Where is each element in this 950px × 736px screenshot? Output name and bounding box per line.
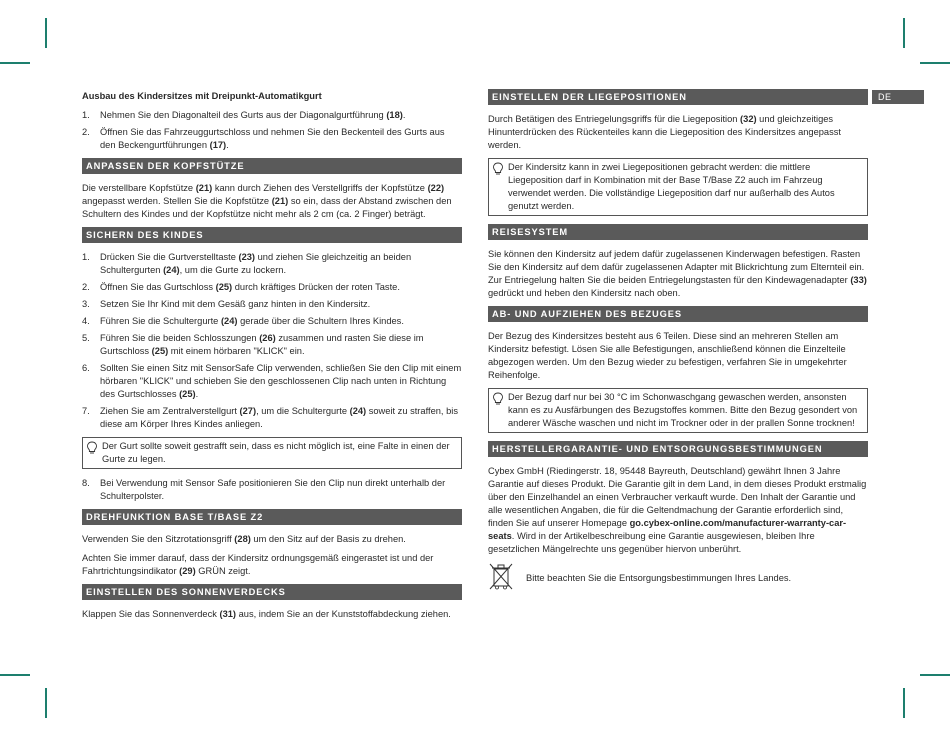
ausbau-title: Ausbau des Kindersitzes mit Dreipunkt-Automatikgurt [82, 91, 322, 101]
sichern-step-8 [82, 477, 462, 503]
lightbulb-icon [492, 392, 504, 406]
crop-mark [903, 18, 905, 48]
crop-mark [920, 62, 950, 64]
bezug-heading: AB- UND AUFZIEHEN DES BEZUGES [488, 306, 868, 322]
crop-mark [920, 674, 950, 676]
crop-mark [903, 688, 905, 718]
reisesystem-text: Sie können den Kindersitz auf jedem dafür zugelassenen Kinderwagen befestigen. Rasten Sie den Kindersitz auf dem dafür zugelassenen Adapter mit Blickrichtung zum Elternteil ein. Zur Entriegelung halten Sie die beiden Entriegelungstasten für den Kindewagenadapter (33) gedrückt und heben den Kindersitz nach oben. [488, 249, 867, 298]
liegepositionen-text: Durch Betätigen des Entriegelungsgriffs für die Liegeposition (32) und gleichzeitiges Hinunterdrücken des Rückenteiles kann die Liegeposition des Kindersitzes angepasst werden. [488, 114, 841, 150]
crossed-bin-icon [488, 562, 514, 592]
crop-mark [0, 62, 30, 64]
drehfunktion-text-2: Achten Sie immer darauf, dass der Kindersitz ordnungsgemäß eingerastet ist und der Fahrtrichtungsindikator (29) GRÜN zeigt. [82, 553, 434, 576]
liegepositionen-heading: EINSTELLEN DER LIEGEPOSITIONEN [488, 89, 868, 105]
list-item: 5. Führen Sie die beiden Schlosszungen (26) zusammen und rasten Sie diese im Gurtschloss (25) mit einem hörbaren "KLICK" ein. [82, 333, 424, 356]
list-item: 3. Setzen Sie Ihr Kind mit dem Gesäß ganz hinten in den Kindersitz. [82, 299, 371, 309]
left-column [82, 90, 462, 627]
lightbulb-icon [492, 162, 504, 176]
sichern-note-text: Der Gurt sollte soweit gestrafft sein, dass es nicht möglich ist, eine Falte in einen der Gurte zu legen. [102, 441, 450, 464]
list-item: 1. Nehmen Sie den Diagonalteil des Gurts aus der Diagonalgurtführung (18). [82, 110, 406, 120]
ausbau-steps [82, 109, 462, 152]
garantie-text: Cybex GmbH (Riedingerstr. 18, 95448 Bayreuth, Deutschland) gewährt Ihnen 3 Jahre Garantie auf dieses Produkt. Die Garantie gilt in dem Land, in dem dieses Produkt erstmalig über den Einzelhandel an einen Verbraucher verkauft wurde. Den Inhalt der Garantie und alle wesentlichen Angaben, die für die Geltendmachung der Garantie erforderlich sind, finden Sie auf unserer Homepage go.cybex-online.com/manufacturer-warranty-car-seats. Wird in der Artikelbeschreibung eine Garantie ausgewiesen, bleiben Ihre gesetzlichen Mängelrechte uns gegenüber hiervon unberührt. [488, 466, 867, 554]
disposal-notice [488, 562, 868, 592]
language-tab: DE [872, 90, 924, 104]
sichern-steps [82, 251, 462, 431]
list-item: 2. Öffnen Sie das Gurtschloss (25) durch kräftiges Drücken der roten Taste. [82, 282, 400, 292]
reisesystem-heading: REISESYSTEM [488, 224, 868, 240]
bezug-text: Der Bezug des Kindersitzes besteht aus 6 Teilen. Diese sind an mehreren Stellen am Kindersitz befestigt. Lösen Sie alle Befestigungen, anschließend können die Einzelteile abgezogen werden. Um den Bezug wieder zu befestigen, verfahren Sie in umgekehrter Reihenfolge. [488, 331, 847, 380]
disposal-text: Bitte beachten Sie die Entsorgungsbestimmungen Ihres Landes. [526, 573, 792, 583]
crop-mark [45, 688, 47, 718]
kopfstuetze-text: Die verstellbare Kopfstütze (21) kann durch Ziehen des Verstellgriffs der Kopfstütze (22) angepasst werden. Stellen Sie die Kopfstütze (21) so ein, dass der Abstand zwischen den Schultern des Kindes und der Kopfstütze nicht mehr als 2 cm (ca. 2 Finger) beträgt. [82, 183, 452, 219]
sichern-heading: SICHERN DES KINDES [82, 227, 462, 243]
list-item: 7. Ziehen Sie am Zentralverstellgurt (27), um die Schultergurte (24) soweit zu straffen, bis diese am Körper Ihres Kindes anliegen. [82, 406, 458, 429]
sonnenverdeck-heading: EINSTELLEN DES SONNENVERDECKS [82, 584, 462, 600]
drehfunktion-text-1: Verwenden Sie den Sitzrotationsgriff (28) um den Sitz auf der Basis zu drehen. [82, 534, 406, 544]
sonnenverdeck-text: Klappen Sie das Sonnenverdeck (31) aus, indem Sie an der Kunststoffabdeckung ziehen. [82, 609, 451, 619]
list-item: 6. Sollten Sie einen Sitz mit SensorSafe Clip verwenden, schließen Sie den Clip mit einem hörbaren "KLICK" und schieben Sie den geschlossenen Clip nach unten in Richtung des Gurtschlosses (25). [82, 363, 462, 399]
kopfstuetze-heading: ANPASSEN DER KOPFSTÜTZE [82, 158, 462, 174]
crop-mark [0, 674, 30, 676]
lightbulb-icon [86, 441, 98, 455]
liegepositionen-note-text: Der Kindersitz kann in zwei Liegepositionen gebracht werden: die mittlere Liegeposition darf in Kombination mit der Base T/Base Z2 auch im Fahrzeug verwendet werden. Die vollständige Liegeposition darf nur außerhalb des Autos genutzt werden. [508, 162, 835, 211]
bezug-note-text: Der Bezug darf nur bei 30 °C im Schonwaschgang gewaschen werden, ansonsten kann es zu Ausfärbungen des Bezugstoffes kommen. Bitte den Bezug gesondert von anderer Wäsche waschen und nicht im Trockner oder in der prallen Sonne trocknen! [508, 392, 858, 428]
crop-mark [45, 18, 47, 48]
sichern-note [82, 437, 462, 469]
list-item: 2. Öffnen Sie das Fahrzeuggurtschloss und nehmen Sie den Beckenteil des Gurts aus den Beckengurtführungen (17). [82, 127, 445, 150]
list-item: 8. Bei Verwendung mit Sensor Safe positionieren Sie den Clip nun direkt unterhalb der Schulterpolster. [82, 478, 446, 501]
list-item: 4. Führen Sie die Schultergurte (24) gerade über die Schultern Ihres Kindes. [82, 316, 404, 326]
drehfunktion-heading: DREHFUNKTION BASE T/BASE Z2 [82, 509, 462, 525]
bezug-note [488, 388, 868, 433]
right-column [488, 89, 868, 592]
liegepositionen-note [488, 158, 868, 216]
list-item: 1. Drücken Sie die Gurtverstelltaste (23) und ziehen Sie gleichzeitig an beiden Schultergurten (24), um die Gurte zu lockern. [82, 252, 412, 275]
garantie-heading: HERSTELLERGARANTIE- UND ENTSORGUNGSBESTIMMUNGEN [488, 441, 868, 457]
